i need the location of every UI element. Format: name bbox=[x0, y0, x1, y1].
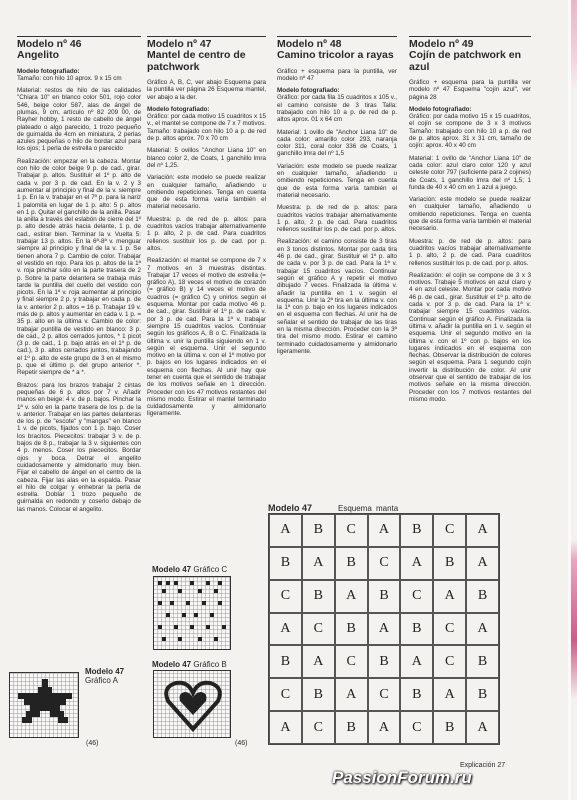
chart-b-name: Gráfico B bbox=[193, 660, 227, 669]
muestra-text: Muestra: p. de red de p. altos: para cuadritos vacíos trabajar alternativamente 1 p. alto, 2 p. de cad. Para cuadritos rellenos sustituir los p. de cad. por p. altos. bbox=[409, 237, 531, 267]
grid-cell: A bbox=[466, 613, 499, 646]
page-edge-decoration bbox=[571, 0, 577, 800]
chart-a-name: Gráfico A bbox=[85, 676, 118, 685]
chart-c-label bbox=[152, 565, 227, 574]
chart-c-pattern bbox=[154, 577, 232, 651]
grid-cell: B bbox=[466, 580, 499, 613]
grid-cell: A bbox=[269, 711, 302, 744]
variacion-text: Variación: este modelo se puede realizar en cualquier tamaño, añadiendo u omitiendo repeticiones. Tenga en cuenta que de esta forma varía también el material necesario. bbox=[277, 162, 397, 199]
chart-a-model: Modelo 47 bbox=[85, 667, 125, 676]
chart-c-grid bbox=[153, 576, 231, 650]
grid-cell: A bbox=[335, 678, 368, 711]
grid-cell: C bbox=[433, 514, 466, 547]
realizacion-text: Realización: el mantel se compone de 7 x 7 motivos en 3 muestras distintas. Trabajar 17 veces el motivo de estrella (= gráfico A), 18 veces el motivo de corazón (= gráfico B) y 14 veces el motivo de cuadros (= gráfico C) y unirlos según el esquema. Montar por cada motivo 46 p. de cad., girar. Sustituir el 1º p. de cada v. por 3 p. de cad. Para la 1ª v. trabajar siempre 15 cuadritos vacíos. Continuar según los gráficos A, B o C. Finalizada la última v. unir la puntilla siguiendo en 1 v. según el esquema. Unir el segundo motivo en la última v. con el 1º motivo por p. bajos en los lugares indicados en el esquema con flechas. Al unir hay que tener en cuenta que el sentido de trabajar de los motivos señale en 1 dirección. Proceder con los 47 motivos restantes del mismo modo. Estirar el mantel terminado cuidadosamente y almidonarlo ligeramente. bbox=[147, 257, 266, 418]
grid-cell: C bbox=[269, 580, 302, 613]
chart-b-marker: (46) bbox=[235, 740, 248, 747]
model-number: Modelo nº 46 bbox=[17, 38, 82, 50]
variacion-text: Variación: este modelo se puede realizar en cualquier tamaño, añadiendo u omitiendo repeticiones. Tenga en cuenta que de esta forma varía también el material necesario. bbox=[409, 196, 531, 233]
chart-b-label bbox=[152, 660, 227, 669]
grid-cell: A bbox=[433, 580, 466, 613]
grid-cell: A bbox=[466, 547, 499, 580]
chart-b-grid bbox=[153, 670, 231, 738]
realizacion-text: Realización: el cojín se compone de 3 x 3 motivos. Trabaje 5 motivos en azul claro y 4 en azul celeste. Montar por cada motivo 46 p. de cad., girar. Sustituir el 1º p. alto de cada v. por 3 p. de cad. Para la 1ª v. trabajar siempre 15 cuadritos vacíos. Continuar según el gráfico A. Finalizada la última v. añadir la puntilla en 1 v. según el esquema. Unir el segundo motivo en la última v. con el 1º con p. bajos en los lugares indicados en el esquema con flechas. Observar la distribución de colores según el esquema. Para 1 segundo cojín invertir la distribución de color. Al unir observar que el sentido de trabajar de los motivos señale en la misma dirección. Proceder con los 7 motivos restantes del mismo modo. bbox=[409, 271, 531, 403]
grid-cell: B bbox=[400, 514, 433, 547]
grid-cell: B bbox=[433, 711, 466, 744]
photo-heading: Modelo fotografiado: bbox=[17, 67, 80, 75]
page-label: Explicación bbox=[460, 762, 496, 769]
column-model-46 bbox=[17, 36, 141, 518]
brazos-text: Brazos: para los brazos trabajar 2 cintas pequeñas de 6 p. altos por 7 v. Añadir manos en beige: 4 v. de p. bajos. Pinchar la 1ª v. sólo en la parte trasera de los p. de la v. anterior. Trabajar en las partes delanteras de los p. de "escote" y "mangas" en blanco 1 v. de picots, fijados con 1 p. bajo. Coser los bracitos. Piececitos: trabajar 3 v. de p. bajos de 8 p., trabajar la 3 v. siguientes con 4 p. menos. Coser los piececitos. Bordar ojos y boca. Detrar el angelito cuidadosamente y almidonarlo muy bien. Fijar el cabello de ángel en el centro de la cabeza. Fijar las alas en la espalda. Pasar el hilo de colgar y enhebrar la perla de estrella. Doblar 1 trozo pequeño de guirnalda en redondo y coserlo debajo de las manos. Colocar el angelito. bbox=[17, 381, 141, 513]
chart-b-model: Modelo 47 bbox=[152, 660, 192, 669]
realizacion-text: Realización: el camino consiste de 3 tiras en 3 tonos distintos. Montar por cada tira 46 p. de cad., girar. Sustituir el 1º p. alto de cada v. por 3 p. de cad. Para la 1ª v. trabajar 15 cuadritos vacíos. Continuar según el gráfico A y repetir el motivo dibujado 7 veces. Finalizada la última v. añadir la puntilla en 1 v. según el esquema. Unir la 2ª tira en la última v. con la 1ª con p. bajo en los lugares indicados en el esquema con flechas. Al unir ha de señalar el sentido de trabajar de las tiras en la misma dirección. Proceder con la 3ª tira del mismo modo. Estirar el camino terminado cuidadosamente y almidonarlo ligeramente. bbox=[277, 238, 397, 355]
photo-text: Gráfico: por cada motivo 15 x 15 cuadritos, el cojín se compone de 3 x 3 motivos Tamaño: trabajado con hilo 10 a p. de red de p. altos aprox. 31 x 31 cm, tamaño de cojín: aprox. 40 x 40 cm bbox=[409, 113, 531, 150]
model-header bbox=[147, 36, 266, 73]
grid-cell: C bbox=[368, 678, 401, 711]
grid-cell: C bbox=[269, 678, 302, 711]
chart-a-grid bbox=[9, 672, 79, 738]
material-text: Material: restos de hilo de las calidades "Chiara 10" en blanco color 501, rojo color 546, beige color 587, alas de ángel de plumas, 9 cm, artículo nº 82 209 00, de Rayher hobby, 1 resto de cabello de ángel plateado o algo parecido, 1 trozo pequeño de guirnalda de 4cm en miniatura, 2 perlas azules pequeñas o hilo de bordar azul para los ojos; 1 perla de estrella o parecido bbox=[17, 87, 141, 153]
variacion-text: Variación: este modelo se puede realizar en cualquier tamaño, añadiendo u omitiendo repeticiones. Tenga en cuenta que de esta forma varía también el material necesario. bbox=[147, 174, 266, 211]
material-text: Material: 1 ovillo de "Anchor Liana 10" de cada color: azul claro color 120 y azul celeste color 797 (suficiente para 2 cojines) de Coats, 1 ganchillo lmra del nº 1,5; 1 funda de 40 x 40 cm en 1 azul a juego. bbox=[409, 154, 531, 191]
photo-heading: Modelo fotografiado: bbox=[147, 105, 210, 113]
grid-cell: B bbox=[302, 514, 335, 547]
model-header bbox=[409, 36, 531, 73]
material-text: Material: 5 ovillos "Anchor Liana 10" en blanco color 2, de Coats, 1 ganchillo lmra del nº 1,25. bbox=[147, 147, 266, 169]
chart-a-star-pattern bbox=[10, 673, 80, 739]
intro-text: Gráfico A, B, C, ver abajo Esquema para la puntilla ver página 26 Esquema mantel, ver abajo a la der. bbox=[147, 79, 266, 101]
grid-label-esquema: Esquema bbox=[338, 504, 372, 513]
model-title: Cojín de patchwork en azul bbox=[409, 49, 522, 73]
grid-cell: B bbox=[400, 613, 433, 646]
grid-cell: C bbox=[368, 547, 401, 580]
grid-cell: B bbox=[302, 580, 335, 613]
model-number: Modelo nº 49 bbox=[409, 38, 474, 50]
chart-a-label bbox=[85, 667, 124, 685]
esquema-manta-grid bbox=[268, 513, 500, 745]
model-title: Angelito bbox=[17, 49, 59, 61]
grid-cell: C bbox=[400, 580, 433, 613]
grid-title: Modelo 47 bbox=[268, 503, 313, 513]
grid-cell: C bbox=[335, 514, 368, 547]
grid-cell: B bbox=[302, 678, 335, 711]
grid-cell: A bbox=[368, 514, 401, 547]
chart-c-model: Modelo 47 bbox=[152, 565, 192, 574]
grid-cell: A bbox=[400, 645, 433, 678]
intro-text: Gráfico + esquema para la puntilla, ver modelo nº 47 bbox=[277, 67, 397, 82]
grid-cell: B bbox=[400, 678, 433, 711]
grid-cell: C bbox=[335, 645, 368, 678]
grid-cell: A bbox=[433, 678, 466, 711]
grid-cell: B bbox=[335, 613, 368, 646]
column-model-48 bbox=[277, 36, 397, 360]
photo-heading: Modelo fotografiado: bbox=[409, 105, 472, 113]
grid-cell: B bbox=[433, 547, 466, 580]
grid-cell: C bbox=[302, 711, 335, 744]
muestra-text: Muestra: p. de red de p. altos: para cuadritos vacíos trabajar alternativamente 1 p. alto, 2 p. de cad. Para cuadritos rellenos sustituir los p. de cad. por p. altos. bbox=[147, 215, 266, 252]
intro-text: Gráfico + esquema para la puntilla ver modelo nº 47 Esquema "cojín azul", ver página 28 bbox=[409, 79, 531, 101]
grid-cell: C bbox=[400, 711, 433, 744]
site-watermark: PassionForum.ru bbox=[332, 768, 472, 787]
material-text: Material: 1 ovillo de "Anchor Liana 10" de cada color: amarillo color 293, naranja color 311, coral color 336 de Coats, 1 ganchillo lmra del nº 1,5 bbox=[277, 128, 397, 158]
grid-cell: C bbox=[433, 613, 466, 646]
grid-cell: C bbox=[433, 645, 466, 678]
grid-cell: B bbox=[335, 711, 368, 744]
grid-cell: A bbox=[400, 547, 433, 580]
model-title: Camino tricolor a rayas bbox=[277, 49, 394, 61]
grid-cell: B bbox=[466, 678, 499, 711]
grid-cell: A bbox=[335, 580, 368, 613]
model-number: Modelo nº 48 bbox=[277, 38, 342, 50]
grid-cell: B bbox=[466, 645, 499, 678]
realizacion-text: Realización: empezar en la cabeza. Montar con hilo de color beige 9 p. de cad., girar. Trabajar p. altos. Sustituir el 1º p. alto de cada v. por 3 p. de cad. En la v. 2 y 3 aumentar al principio y final de la v. siempre 1 p. En la v. trabajar en el 7º p. para la nariz 1 palomita en lugar de 1 p. alto: 5 p. altos en 1 p. Quitar el ganchillo de la anilla. Pasar la anilla a través del eslabón de cierre del 1º p. alto desde atrás hacia delante, 1 p. de cad., estirar bien. Terminar la v. Vuelta 5: trabajar 13 p. altos. En la 6ª-8ª v. menguar siempre al principio y final de la v. 1 p. Se tienen ahora 7 p. Cambio de color. Trabajar el vestido en rojo. Para los p. altos de la 1ª v. roja pinchar sólo en la parte trasera de 2 p. Sobre la parte delantera se trabaja más tarde la puntilla del cuello del vestido con picots. En la 1ª v. roja aumentar al principio y final siempre 2 p. y trabajar en cada p. de la v. anterior 2 p. altos = 16 p. Trabajar 19 v. más de p. altos y aumentar en cada v. 1 p. = 35 p. alto en la última v. Cambio de color: trabajar puntilla de vestido en blanco: 3 p. de cad., 2 p. altos cerrados juntos, * 1 picot (3 p. de cad., 1 p. bajo atrás en el 1º p. de cad.), 3 p. altos cerrados juntos, trabajando el 1º p. alto de este grupo de 3 en el mismo p. que el último p. del grupo anterior *. Repetir siempre de * a *. bbox=[17, 157, 141, 377]
photo-text: Gráfico: por cada fila 15 cuadritos x 105 v., el camino consiste de 3 tiras Talla: trabajado con hilo 10 a p. de red de p. altos aprox. 01 x 64 cm bbox=[277, 94, 397, 124]
muestra-text: Muestra: p. de red de p. altos: para cuadritos vacíos trabajar alternativamente 1 p. alto, 2 p. de cad. Para cuadritos rellenos sustituir los p. de cad. por p. altos. bbox=[277, 204, 397, 234]
column-model-47 bbox=[147, 36, 266, 423]
grid-cell: A bbox=[269, 613, 302, 646]
photo-heading: Modelo fotografiado: bbox=[277, 87, 340, 95]
grid-cell: B bbox=[368, 580, 401, 613]
chart-b-heart-pattern bbox=[154, 671, 232, 739]
column-model-49 bbox=[409, 36, 531, 408]
page-number: 27 bbox=[497, 762, 506, 769]
photo-text: Tamaño: con hilo 10 aprox. 9 x 15 cm bbox=[17, 74, 122, 82]
model-number: Modelo nº 47 bbox=[147, 38, 212, 50]
grid-cell: B bbox=[269, 547, 302, 580]
grid-label-manta: manta bbox=[376, 504, 399, 513]
photo-text: Gráfico: por cada motivo 15 cuadritos x 15 v., el mantel se compone de 7 x 7 motivos. Tamaño: trabajado con hilo 10 a p. de red de p. altos aprox. 70 x 70 cm bbox=[147, 113, 266, 143]
model-header bbox=[17, 36, 141, 62]
chart-c-name: Gráfico C bbox=[193, 565, 228, 574]
grid-cell: B bbox=[368, 645, 401, 678]
grid-cell: A bbox=[302, 645, 335, 678]
grid-cell: A bbox=[302, 547, 335, 580]
model-title: Mantel de centro de patchwork bbox=[147, 49, 246, 73]
grid-cell: A bbox=[466, 514, 499, 547]
grid-cell: C bbox=[302, 613, 335, 646]
grid-cell: A bbox=[466, 711, 499, 744]
grid-cell: B bbox=[269, 645, 302, 678]
grid-cell: A bbox=[269, 514, 302, 547]
grid-cell: B bbox=[335, 547, 368, 580]
grid-cell: A bbox=[368, 711, 401, 744]
chart-a-marker: (46) bbox=[86, 740, 99, 747]
model-header bbox=[277, 36, 397, 62]
grid-cell: A bbox=[368, 613, 401, 646]
